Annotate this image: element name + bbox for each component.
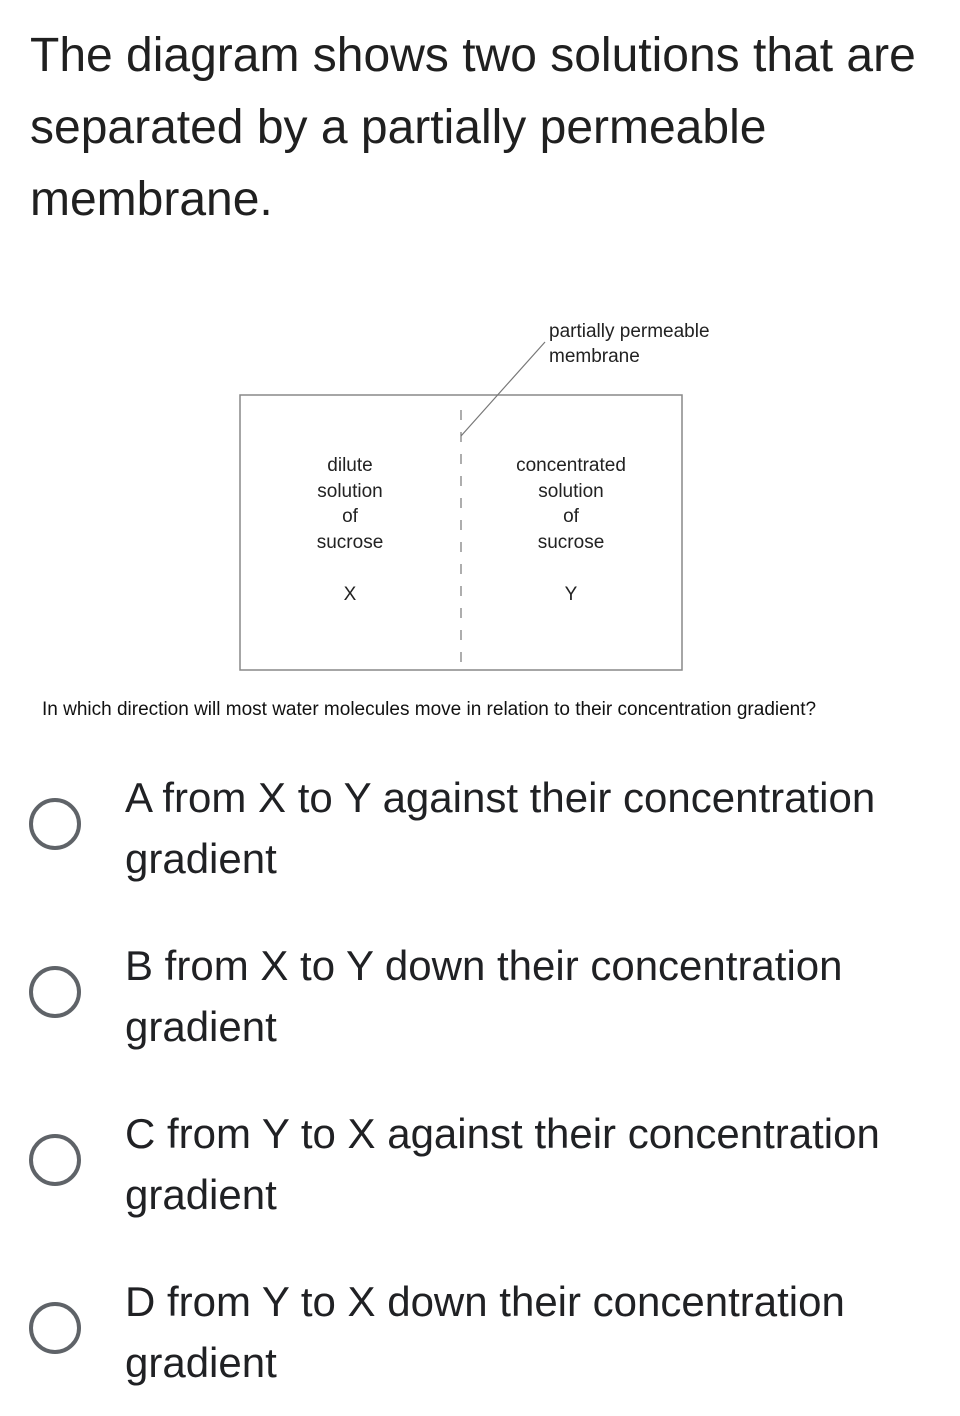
radio-button-c[interactable]: [29, 1134, 81, 1186]
membrane-label-line-1: partially permeable: [549, 321, 710, 342]
diagram-drawing: [0, 300, 960, 740]
option-b-label[interactable]: B from X to Y down their concentration gradient: [125, 942, 843, 1050]
sub-question-text: In which direction will most water molecules move in relation to their concentration gradient?: [42, 699, 817, 720]
option-a-label[interactable]: A from X to Y against their concentration gradient: [125, 774, 876, 882]
right-label-line-2: solution: [538, 480, 604, 502]
right-label-line-3: of: [563, 506, 579, 527]
option-d-label[interactable]: D from Y to X down their concentration gradient: [125, 1278, 845, 1386]
radio-button-d[interactable]: [29, 1302, 81, 1354]
radio-button-a[interactable]: [29, 798, 81, 850]
membrane-label-line-2: membrane: [549, 346, 640, 367]
left-label-line-2: solution: [317, 480, 383, 502]
right-label-line-1: concentrated: [516, 455, 626, 476]
left-label-line-1: dilute: [327, 455, 373, 476]
option-d[interactable]: [0, 1271, 960, 1391]
membrane-label: [549, 319, 710, 369]
left-label-line-3: of: [342, 506, 358, 527]
right-solution-label: [496, 453, 646, 555]
option-c-label[interactable]: C from Y to X against their concentration gradient: [125, 1110, 880, 1218]
question-title: The diagram shows two solutions that are separated by a partially permeable membrane.: [30, 29, 916, 226]
osmosis-diagram: [0, 300, 960, 740]
option-b[interactable]: [0, 935, 960, 1055]
label-x: X: [343, 584, 357, 605]
option-a[interactable]: [0, 767, 960, 887]
left-label-line-4: sucrose: [316, 531, 384, 553]
radio-button-b[interactable]: [29, 966, 81, 1018]
left-solution-label: [280, 453, 420, 555]
membrane-leader-line: [461, 342, 545, 436]
option-c[interactable]: [0, 1103, 960, 1223]
right-label-line-4: sucrose: [537, 531, 605, 553]
label-y: Y: [564, 584, 578, 605]
